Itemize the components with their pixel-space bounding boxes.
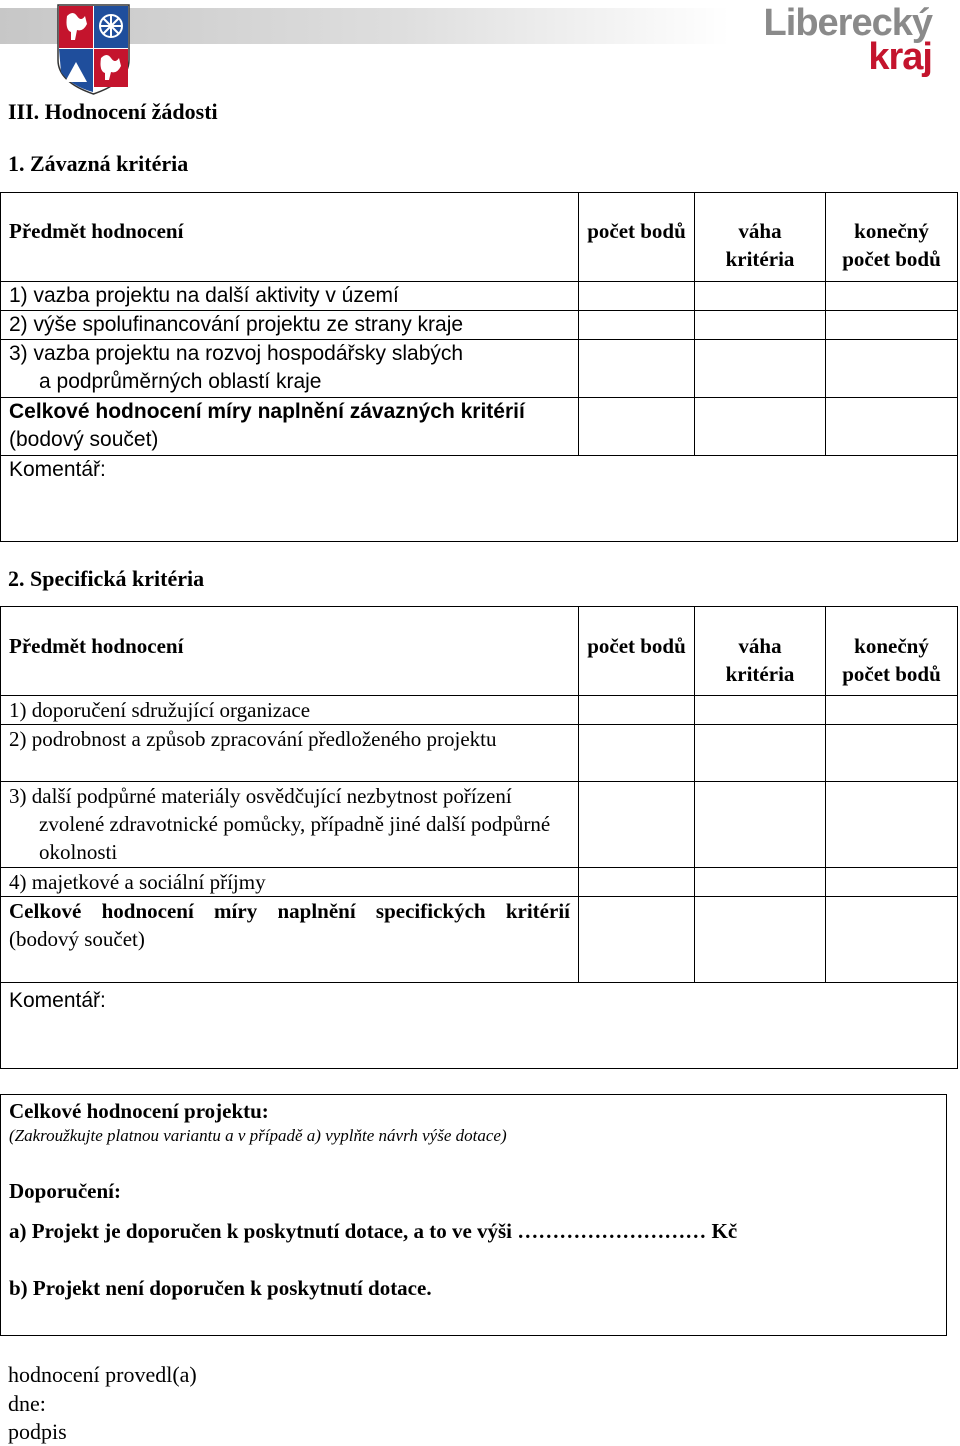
criterion-row: [1, 340, 579, 398]
criterion-row-line: 3) vazba projektu na rozvoj hospodářsky slabých: [9, 342, 464, 365]
weight-cell[interactable]: [695, 782, 826, 868]
final-cell[interactable]: [826, 398, 958, 456]
comment-box[interactable]: [1, 456, 958, 542]
weight-cell[interactable]: [695, 282, 826, 311]
col-subject-header: Předmět hodnocení: [1, 193, 579, 282]
col-weight-header: váha kritéria: [695, 193, 826, 282]
section-title: III. Hodnocení žádosti: [8, 99, 218, 124]
summary-title: Celkové hodnocení projektu:: [9, 1099, 269, 1123]
total-label: Celkové hodnocení míry naplnění specifických kritérií: [9, 899, 570, 923]
points-cell[interactable]: [579, 725, 695, 782]
evaluated-by-label: hodnocení provedl(a): [8, 1362, 197, 1387]
final-cell[interactable]: [826, 340, 958, 398]
final-cell[interactable]: [826, 282, 958, 311]
col-weight-header: váha kritéria: [695, 607, 826, 696]
weight-cell[interactable]: [695, 897, 826, 983]
points-cell[interactable]: [579, 782, 695, 868]
col-subject-header: Předmět hodnocení: [1, 607, 579, 696]
criterion-row: 2) podrobnost a způsob zpracování předloženého projektu: [1, 725, 579, 782]
criterion-row: 1) doporučení sdružující organizace: [1, 696, 579, 725]
logo-line-1: Liberecký: [763, 2, 932, 44]
comment-label: Komentář:: [9, 458, 106, 481]
total-note: (bodový součet): [9, 428, 159, 451]
final-cell[interactable]: [826, 696, 958, 725]
option-a-recommended[interactable]: a) Projekt je doporučen k poskytnutí dotace, a to ve výši ……………………… Kč: [9, 1219, 738, 1243]
overall-evaluation-box: [0, 1094, 947, 1336]
col-points-header: počet bodů: [579, 193, 695, 282]
binding-criteria-table: [0, 192, 958, 542]
coat-of-arms-logo: [55, 2, 132, 96]
signature-label: podpis: [8, 1419, 67, 1444]
logo-line-2: kraj: [868, 36, 932, 78]
weight-cell[interactable]: [695, 725, 826, 782]
points-cell[interactable]: [579, 282, 695, 311]
criterion-row: 3) další podpůrné materiály osvědčující nezbytnost pořízení zvolené zdravotnické pomůcky, případně jiné další podpůrné okolnosti: [1, 782, 579, 868]
section1-title: 1. Závazná kritéria: [8, 151, 189, 176]
points-cell[interactable]: [579, 696, 695, 725]
final-cell[interactable]: [826, 782, 958, 868]
weight-cell[interactable]: [695, 868, 826, 897]
final-cell[interactable]: [826, 311, 958, 340]
final-cell[interactable]: [826, 868, 958, 897]
criterion-row: 2) výše spolufinancování projektu ze strany kraje: [1, 311, 579, 340]
weight-cell[interactable]: [695, 340, 826, 398]
weight-cell[interactable]: [695, 398, 826, 456]
section2-title: 2. Specifická kritéria: [8, 566, 205, 591]
points-cell[interactable]: [579, 311, 695, 340]
criterion-row-line: a podprůměrných oblastí kraje: [39, 370, 322, 393]
col-final-header: konečný počet bodů: [826, 607, 958, 696]
date-label: dne:: [8, 1391, 46, 1416]
points-cell[interactable]: [579, 897, 695, 983]
weight-cell[interactable]: [695, 696, 826, 725]
liberecky-kraj-logo: [763, 2, 932, 78]
criterion-row: 4) majetkové a sociální příjmy: [1, 868, 579, 897]
points-cell[interactable]: [579, 340, 695, 398]
total-row: [1, 398, 579, 456]
comment-label: Komentář:: [9, 989, 106, 1012]
criterion-row: 1) vazba projektu na další aktivity v území: [1, 282, 579, 311]
points-cell[interactable]: [579, 398, 695, 456]
recommendation-label: Doporučení:: [9, 1179, 121, 1203]
final-cell[interactable]: [826, 897, 958, 983]
col-final-header: konečný počet bodů: [826, 193, 958, 282]
total-row: [1, 897, 579, 983]
weight-cell[interactable]: [695, 311, 826, 340]
col-points-header: počet bodů: [579, 607, 695, 696]
total-note: (bodový součet): [9, 927, 145, 951]
option-b-not-recommended[interactable]: b) Projekt není doporučen k poskytnutí dotace.: [9, 1276, 432, 1300]
total-label: Celkové hodnocení míry naplnění závazných kritérií: [9, 400, 525, 423]
final-cell[interactable]: [826, 725, 958, 782]
specific-criteria-table: [0, 606, 958, 1069]
points-cell[interactable]: [579, 868, 695, 897]
comment-box[interactable]: [1, 983, 958, 1069]
summary-instruction: (Zakroužkujte platnou variantu a v případě a) vyplňte návrh výše dotace): [9, 1126, 507, 1145]
